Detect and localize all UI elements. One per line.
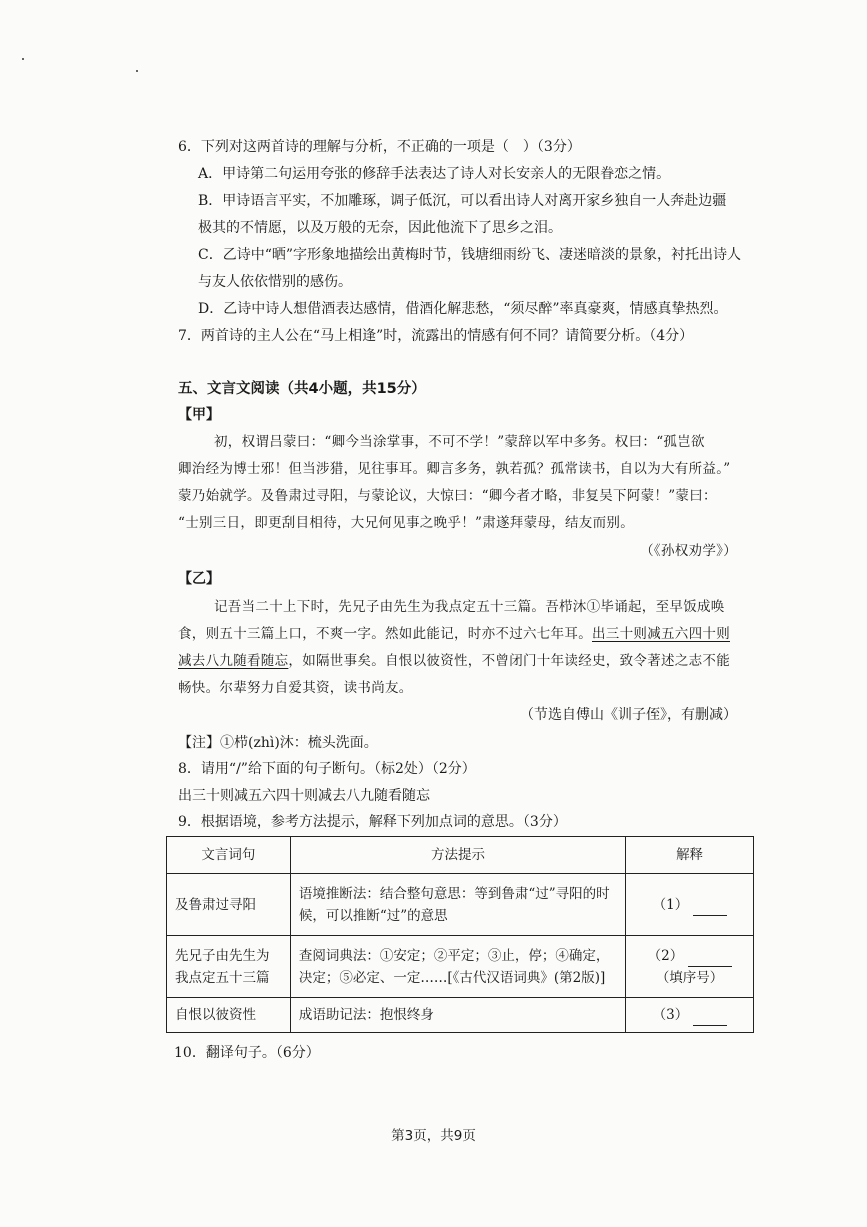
passage-yi-line bbox=[178, 625, 730, 643]
answer-number: （2） bbox=[647, 947, 684, 964]
table-cell-hint: 查阅词典法：①安定；②平定；③止，停；④确定，决定；⑤必定、一定……[《古代汉语词典》(第2版)] bbox=[290, 936, 625, 998]
scan-speck bbox=[136, 70, 138, 72]
question-9-stem: 9．根据语境，参考方法提示，解释下列加点词的意思。（3分） bbox=[178, 814, 567, 830]
passage-yi-line: 畅快。尔辈努力自爱其资，读书尚友。 bbox=[178, 680, 413, 696]
passage-yi-source: （节选自傅山《训子侄》，有删减） bbox=[520, 707, 737, 723]
question-6-option-c-cont: 与友人依依惜别的感伤。 bbox=[198, 274, 352, 290]
question-6-option-b-cont: 极其的不情愿，以及万般的无奈，因此他流下了思乡之泪。 bbox=[198, 220, 562, 236]
answer-blank[interactable] bbox=[693, 901, 727, 916]
passage-yi-text: ，如隔世事矣。自恨以彼资性，不曾闭门十年读经史，致令著述之志不能 bbox=[288, 653, 731, 669]
passage-yi-line bbox=[178, 652, 730, 670]
answer-blank-cell[interactable] bbox=[626, 998, 754, 1033]
passage-yi-text: 食，则五十三篇上口，不爽一字。然如此能记，时亦不过六七年耳。 bbox=[178, 626, 592, 642]
scan-speck bbox=[22, 58, 24, 60]
answer-blank-cell[interactable] bbox=[626, 874, 754, 936]
answer-blank[interactable] bbox=[688, 952, 732, 967]
underlined-sentence: 减去八九随看随忘 bbox=[178, 653, 289, 669]
answer-hint: （填序号） bbox=[655, 969, 724, 986]
table-cell-phrase: 及鲁肃过寻阳 bbox=[167, 874, 291, 936]
question-10-stem: 10．翻译句子。（6分） bbox=[174, 1045, 320, 1061]
section-5-title: 五、文言文阅读（共4小题，共15分） bbox=[178, 381, 426, 397]
question-8-stem: 8．请用“/”给下面的句子断句。（标2处）（2分） bbox=[178, 761, 476, 777]
question-6-option-c: C．乙诗中“晒”字形象地描绘出黄梅时节，钱塘细雨纷飞、凄迷暗淡的景象，衬托出诗人 bbox=[198, 247, 742, 263]
table-row bbox=[167, 874, 754, 936]
table-header: 解释 bbox=[626, 837, 754, 874]
table-row bbox=[167, 936, 754, 998]
answer-number: （3） bbox=[652, 1007, 689, 1023]
question-9-table bbox=[166, 836, 754, 1033]
table-cell-phrase: 先兄子由先生为我点定五十三篇 bbox=[167, 936, 291, 998]
answer-blank-cell[interactable] bbox=[626, 936, 754, 998]
question-7-stem: 7．两首诗的主人公在“马上相逢”时，流露出的情感有何不同？请简要分析。（4分） bbox=[178, 328, 694, 344]
question-6-option-b: B．甲诗语言平实，不加雕琢，调子低沉，可以看出诗人对离开家乡独自一人奔赴边疆 bbox=[198, 193, 727, 209]
passage-jia-line: 蒙乃始就学。及鲁肃过寻阳，与蒙论议，大惊曰：“卿今者才略，非复吴下阿蒙！”蒙曰： bbox=[178, 488, 717, 504]
underlined-sentence: 出三十则减五六四十则 bbox=[592, 626, 730, 642]
passage-jia-line: 卿治经为博士邪！但当涉猎，见往事耳。卿言多务，孰若孤？孤常读书，自以为大有所益。” bbox=[178, 461, 731, 477]
table-cell-phrase: 自恨以彼资性 bbox=[167, 998, 291, 1033]
answer-blank[interactable] bbox=[693, 1011, 727, 1026]
table-cell-hint: 成语助记法：抱恨终身 bbox=[290, 998, 625, 1033]
passage-yi-label: 【乙】 bbox=[178, 571, 220, 587]
question-6-option-a: A．甲诗第二句运用夸张的修辞手法表达了诗人对长安亲人的无限眷恋之情。 bbox=[198, 166, 671, 182]
table-header: 文言词句 bbox=[167, 837, 291, 874]
passage-jia-line: 初，权谓吕蒙曰：“卿今当涂掌事，不可不学！”蒙辞以军中多务。权曰：“孤岂欲 bbox=[214, 434, 705, 450]
question-8-sentence: 出三十则减五六四十则减去八九随看随忘 bbox=[178, 788, 430, 804]
table-header: 方法提示 bbox=[290, 837, 625, 874]
table-header-row bbox=[167, 837, 754, 874]
question-6-option-d: D．乙诗中诗人想借酒表达感情，借酒化解悲愁，“须尽醉”率真豪爽，情感真挚热烈。 bbox=[198, 301, 728, 317]
table-cell-hint: 语境推断法：结合整句意思：等到鲁肃“过”寻阳的时候，可以推断“过”的意思 bbox=[290, 874, 625, 936]
passage-jia-line: “士别三日，即更刮目相待，大兄何见事之晚乎！”肃遂拜蒙母，结友而别。 bbox=[178, 515, 635, 531]
annotation-note: 【注】①栉(zhì)沐：梳头洗面。 bbox=[178, 735, 378, 751]
passage-yi-line: 记吾当二十上下时，先兄子由先生为我点定五十三篇。吾栉沐①毕诵起，至早饭成唤 bbox=[214, 599, 725, 615]
passage-jia-source: （《孙权劝学》） bbox=[640, 543, 737, 559]
question-6-stem: 6．下列对这两首诗的理解与分析，不正确的一项是（ ）（3分） bbox=[178, 139, 581, 155]
page-number: 第3页，共9页 bbox=[391, 1128, 476, 1144]
answer-number: （1） bbox=[652, 896, 689, 913]
passage-jia-label: 【甲】 bbox=[178, 407, 220, 423]
table-row bbox=[167, 998, 754, 1033]
